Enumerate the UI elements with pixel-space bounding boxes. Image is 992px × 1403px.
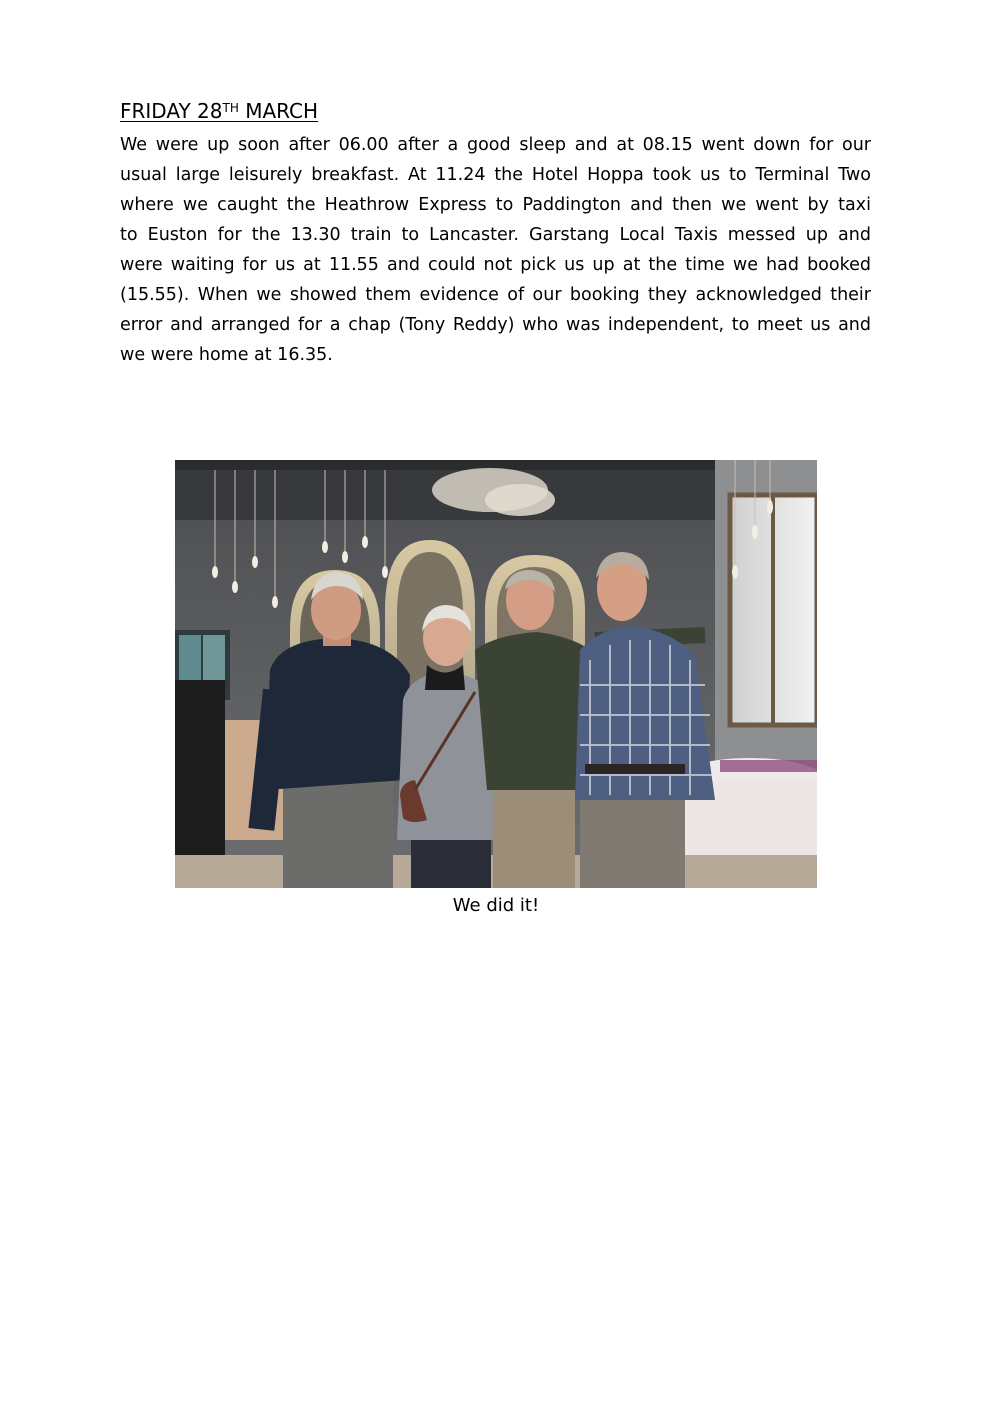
paragraph-line: error and arranged for a chap (Tony Reddy) who was independent, to meet us and [120,315,871,335]
paragraph-line: usual large leisurely breakfast. At 11.24 the Hotel Hoppa took us to Terminal Two [120,165,871,185]
paragraph-line: where we caught the Heathrow Express to Paddington and then we went by taxi [120,195,871,215]
page-heading [120,98,318,124]
heading-text: FRIDAY 28 [120,99,223,123]
paragraph-line: to Euston for the 13.30 train to Lancaster. Garstang Local Taxis messed up and [120,225,871,245]
heading-superscript: TH [222,101,239,115]
body-paragraph [120,130,871,370]
paragraph-line: We were up soon after 06.00 after a good sleep and at 08.15 went down for our [120,135,871,155]
photo-caption: We did it! [452,895,540,916]
heading-suffix: MARCH [238,99,319,123]
paragraph-line: were waiting for us at 11.55 and could not pick us up at the time we had booked [120,255,871,275]
paragraph-line: we were home at 16.35. [120,345,333,365]
paragraph-line: (15.55). When we showed them evidence of our booking they acknowledged their [120,285,871,305]
group-photo [175,460,817,888]
